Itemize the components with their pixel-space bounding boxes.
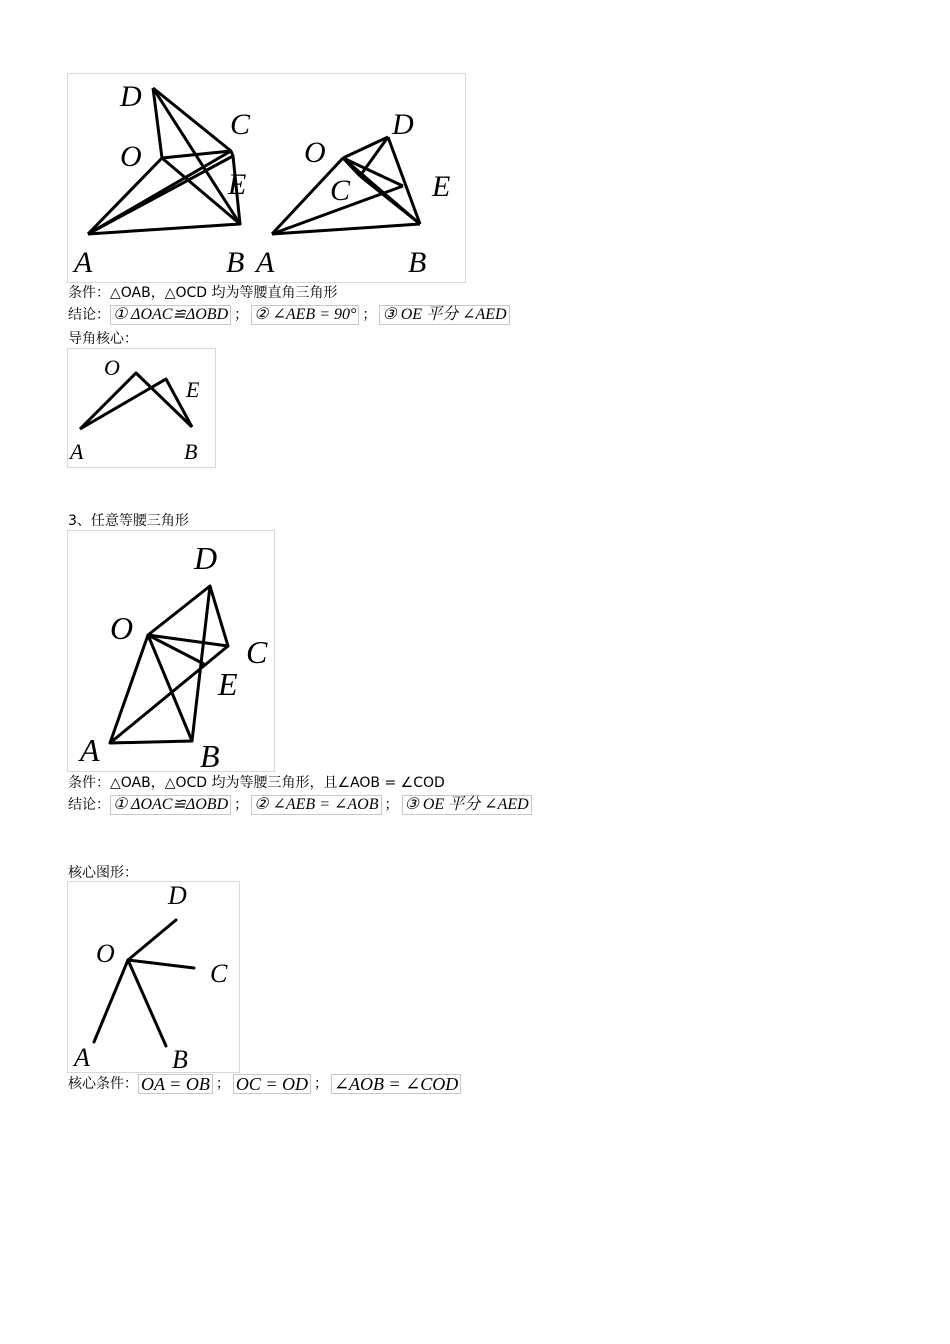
ray-oa — [94, 960, 128, 1042]
separator: ； — [234, 307, 249, 323]
label-e-left: E — [228, 168, 247, 201]
line-ac-left — [88, 151, 231, 234]
label-e: E — [218, 666, 238, 702]
conclusion-3-1: ① ΔOAC≌ΔOBD — [110, 795, 231, 815]
triangle-ocd — [148, 586, 228, 646]
label-o-left: O — [120, 140, 142, 173]
figure-angle-core-svg — [68, 349, 215, 467]
conclusion-1-3: ③ OE 平分 ∠AED — [379, 305, 509, 325]
line-dc-left — [153, 88, 231, 151]
label-o-right: O — [304, 136, 326, 169]
core-condition-3: ∠AOB = ∠COD — [331, 1074, 461, 1094]
separator: ； — [215, 1076, 230, 1092]
label-d: D — [194, 540, 218, 576]
core-conditions-label: 核心条件： — [68, 1076, 138, 1092]
figure-any-isosceles-svg — [68, 531, 274, 771]
conclusion-row-1 — [68, 305, 510, 325]
core-label-b3: B — [172, 1045, 188, 1072]
core-label-o: O — [104, 355, 120, 380]
figure-core-rotation — [67, 881, 240, 1073]
conclusion-label-1: 结论： — [68, 307, 110, 323]
label-e-right: E — [432, 170, 451, 203]
label-d-left: D — [120, 80, 142, 113]
separator: ； — [384, 797, 399, 813]
label-d-right: D — [392, 108, 414, 141]
label-a-right: A — [256, 246, 275, 279]
figure-right-isosceles — [67, 73, 466, 283]
conclusion-row-3 — [68, 795, 532, 815]
conclusion-3-3: ③ OE 平分 ∠AED — [402, 795, 532, 815]
label-b-right: B — [408, 246, 427, 279]
label-c-right: C — [330, 174, 351, 207]
conclusion-1-2: ② ∠AEB = 90° — [251, 305, 359, 325]
ray-oc — [128, 960, 194, 968]
figure-any-isosceles — [67, 530, 275, 772]
condition-text-1: 条件：△OAB，△OCD 均为等腰直角三角形 — [68, 285, 338, 301]
core-label-b: B — [184, 439, 198, 464]
ray-ob — [128, 960, 166, 1046]
label-o: O — [110, 610, 134, 646]
line-db-left — [153, 88, 240, 224]
core-condition-2: OC = OD — [233, 1074, 311, 1094]
conclusion-3-2: ② ∠AEB = ∠AOB — [251, 795, 381, 815]
figure-core-rotation-svg — [68, 882, 239, 1072]
core-label-c: C — [210, 959, 228, 988]
core-condition-1: OA = OB — [138, 1074, 213, 1094]
core-label-3: 核心图形： — [68, 865, 138, 881]
core-label-d: D — [168, 882, 187, 910]
section-heading-3: 3、任意等腰三角形 — [68, 513, 189, 529]
core-conditions-row — [68, 1074, 461, 1094]
label-a: A — [80, 732, 100, 768]
condition-text-3: 条件：△OAB，△OCD 均为等腰三角形，且∠AOB = ∠COD — [68, 775, 445, 791]
label-c: C — [246, 634, 268, 670]
conclusion-1-1: ① ΔOAC≌ΔOBD — [110, 305, 231, 325]
label-c-left: C — [230, 108, 251, 141]
figure-angle-core — [67, 348, 216, 468]
separator: ； — [234, 797, 249, 813]
label-b: B — [200, 738, 220, 771]
conclusion-label-3: 结论： — [68, 797, 110, 813]
core-label-o3: O — [96, 939, 115, 968]
core-label-1: 导角核心： — [68, 331, 138, 347]
core-label-a: A — [70, 439, 84, 464]
core-label-e: E — [186, 377, 200, 402]
line-aeb — [80, 379, 192, 429]
figure-right-isosceles-svg — [68, 74, 465, 282]
separator: ； — [362, 307, 377, 323]
separator: ； — [313, 1076, 328, 1092]
label-b-left: B — [226, 246, 245, 279]
ray-od — [128, 920, 176, 960]
core-label-a3: A — [74, 1043, 90, 1072]
label-a-left: A — [74, 246, 93, 279]
